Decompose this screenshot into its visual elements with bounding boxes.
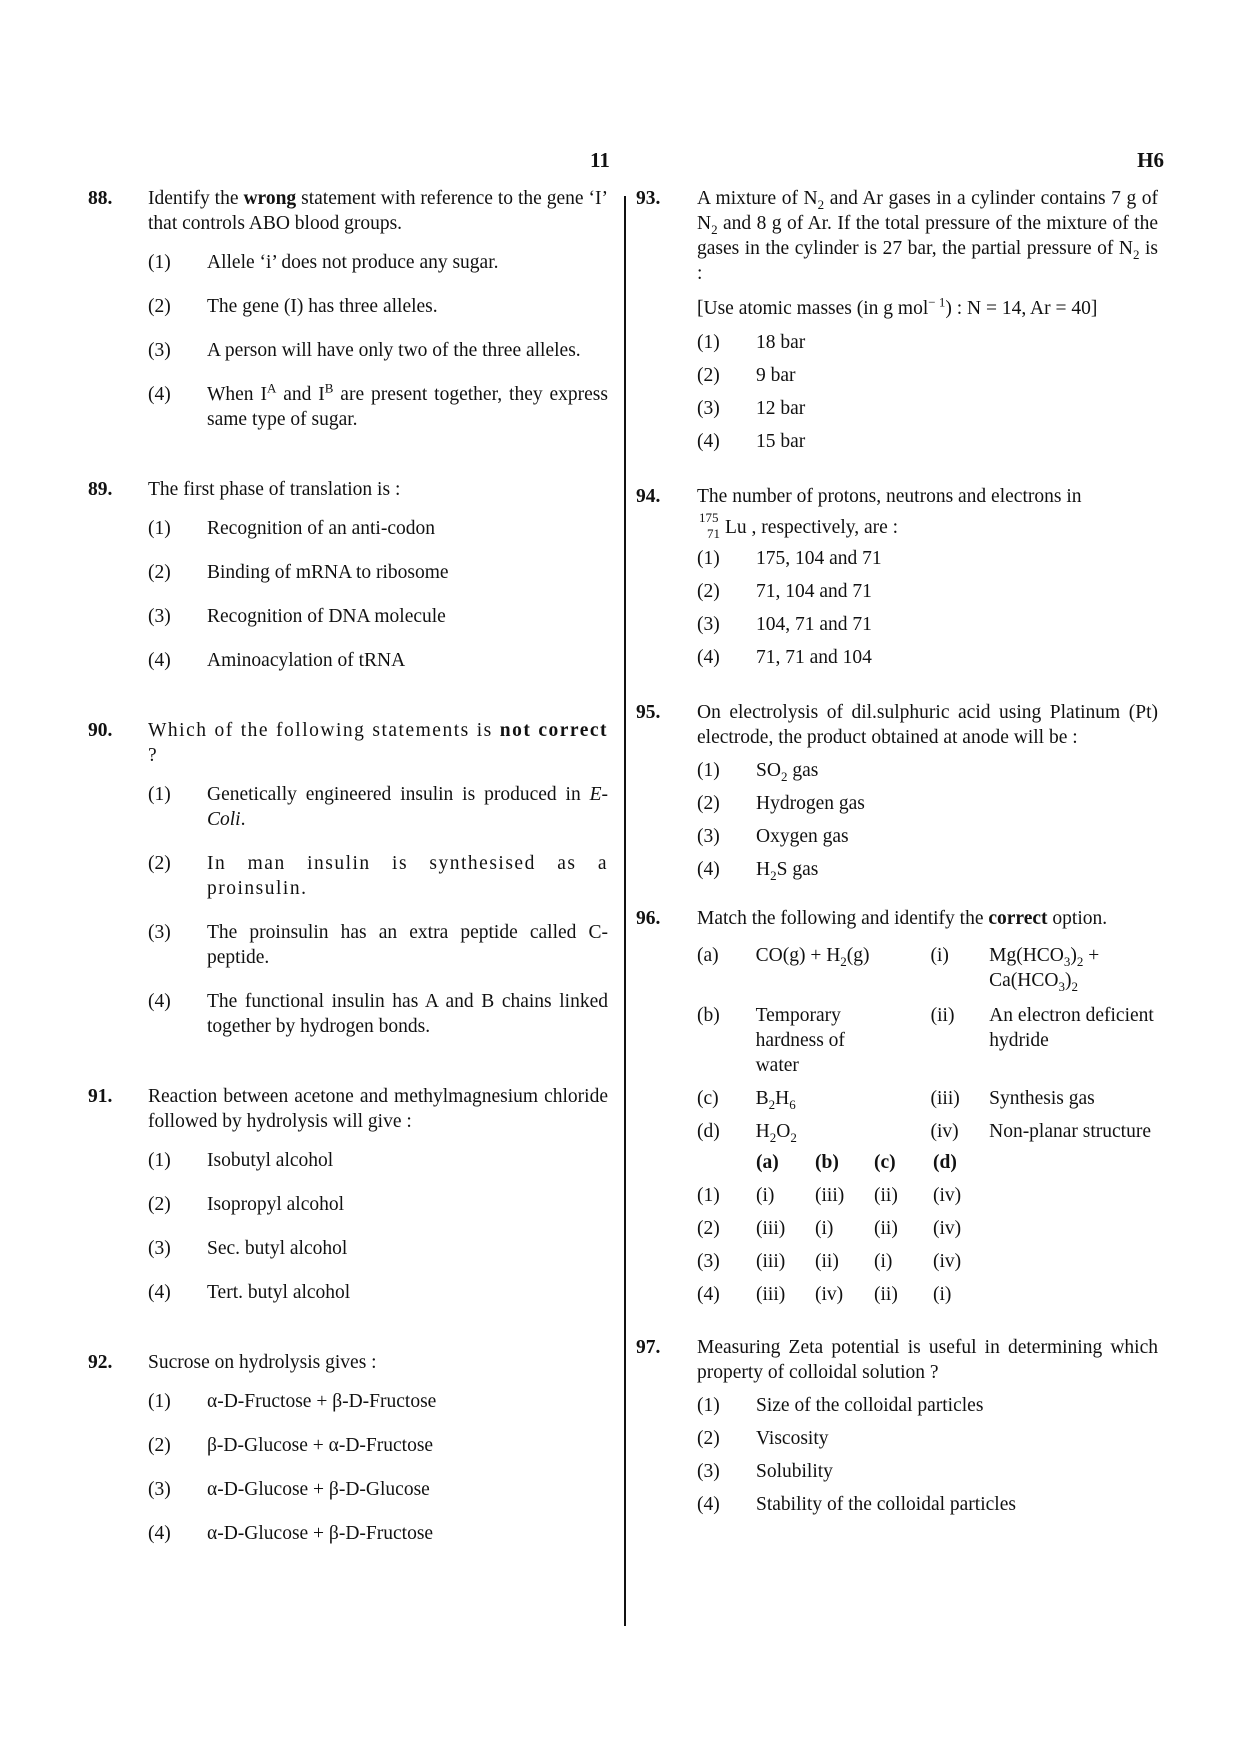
option-4[interactable]: (4) When $I^A$ and $I^B$ are present together, they express same type of sugar. xyxy=(148,380,608,430)
question-90 xyxy=(88,718,608,1039)
option-1[interactable]: (1) α-D-Fructose + β-D-Fructose xyxy=(148,1391,437,1412)
option-2[interactable]: (2) Binding of mRNA to ribosome xyxy=(148,562,449,583)
question-94 xyxy=(636,484,1158,670)
option-3[interactable]: (3) 12 bar xyxy=(697,398,806,419)
option-2[interactable]: (2) Hydrogen gas xyxy=(697,793,865,814)
option-2[interactable]: (2) The gene (I) has three alleles. xyxy=(148,296,438,317)
option-4[interactable]: (4) Tert. butyl alcohol xyxy=(148,1282,351,1303)
lutetium-isotope: 175 71 xyxy=(699,510,720,541)
option-1[interactable]: (1) $SO_2$ gas xyxy=(697,760,819,784)
option-2[interactable]: (2) (iii) (i) (ii) (iv) xyxy=(697,1218,962,1239)
question-text: Sucrose on hydrolysis gives : xyxy=(148,1352,377,1373)
question-text: Match the following and identify the correct option. xyxy=(697,908,1108,929)
question-text: The first phase of translation is : xyxy=(148,479,401,500)
question-text: Measuring Zeta potential is useful in determining which property of colloidal solution ? xyxy=(697,1337,1158,1383)
option-3[interactable]: (3) Recognition of DNA molecule xyxy=(148,606,446,627)
question-number: 88. xyxy=(88,188,113,209)
question-number: 91. xyxy=(88,1086,113,1107)
option-4[interactable]: (4) Stability of the colloidal particles xyxy=(697,1494,1016,1515)
match-row-c: (c) $B_2H_6$ (iii) Synthesis gas xyxy=(697,1088,1095,1112)
left-column xyxy=(88,186,608,1546)
option-4[interactable]: (4) α-D-Glucose + β-D-Fructose xyxy=(148,1523,434,1544)
question-number: 94. xyxy=(636,486,661,507)
option-3[interactable]: (3) Oxygen gas xyxy=(697,826,849,847)
option-3[interactable]: (3) α-D-Glucose + β-D-Glucose xyxy=(148,1479,430,1500)
option-1[interactable]: (1) Size of the colloidal particles xyxy=(697,1395,984,1416)
question-96 xyxy=(636,906,1158,1315)
option-4[interactable]: (4) The functional insulin has A and B chains linked together by hydrogen bonds. xyxy=(148,991,608,1037)
match-row-d: (d) $H_2O_2$ (iv) Non-planar structure xyxy=(697,1121,1152,1145)
right-column xyxy=(636,186,1158,1517)
option-3[interactable]: (3) (iii) (ii) (i) (iv) xyxy=(697,1251,962,1272)
option-2[interactable]: (2) 9 bar xyxy=(697,365,796,386)
question-93 xyxy=(636,186,1158,454)
option-4[interactable]: (4) $H_2S$ gas xyxy=(697,859,819,883)
question-89 xyxy=(88,477,608,673)
page-number: 11 xyxy=(590,148,610,172)
option-3[interactable]: (3) A person will have only two of the three alleles. xyxy=(148,340,581,361)
question-95 xyxy=(636,700,1158,882)
column-divider xyxy=(624,196,626,1626)
question-text: Which of the following statements is not correct ? xyxy=(148,720,608,766)
option-4[interactable]: (4) (iii) (iv) (ii) (i) xyxy=(697,1284,952,1305)
option-4[interactable]: (4) 71, 71 and 104 xyxy=(697,647,872,668)
option-3[interactable]: (3) 104, 71 and 71 xyxy=(697,614,872,635)
option-1[interactable]: (1) Recognition of an anti-codon xyxy=(148,518,435,539)
atomic-mass-note: [Use atomic masses (in g mol$^{- 1}$) : N = 14, Ar = 40] xyxy=(697,294,1098,319)
option-3[interactable]: (3) Solubility xyxy=(697,1461,833,1482)
question-number: 93. xyxy=(636,188,661,209)
question-text: Reaction between acetone and methylmagnesium chloride followed by hydrolysis will give : xyxy=(148,1086,608,1132)
match-row-a: (a) $CO(g) + H_2(g)$ (i) $Mg(HCO_3)_2$ + $Ca(HCO_3)_2$ xyxy=(697,945,1100,994)
paper-code: H6 xyxy=(1137,148,1164,172)
question-text: Identify the wrong statement with reference to the gene ‘I’ that controls ABO blood groups. xyxy=(148,188,608,234)
question-97 xyxy=(636,1335,1158,1517)
option-2[interactable]: (2) Viscosity xyxy=(697,1428,829,1449)
option-4[interactable]: (4) Aminoacylation of tRNA xyxy=(148,650,406,671)
question-text: The number of protons, neutrons and electrons in 175 71 Lu , respectively, are : xyxy=(697,486,1082,541)
option-1[interactable]: (1) Genetically engineered insulin is produced in E-Coli. xyxy=(148,784,608,830)
question-text: On electrolysis of dil.sulphuric acid using Platinum (Pt) electrode, the product obtained at anode will be : xyxy=(697,702,1158,748)
question-88 xyxy=(88,186,608,432)
question-91 xyxy=(88,1084,608,1305)
option-1[interactable]: (1) Isobutyl alcohol xyxy=(148,1150,334,1171)
answer-table xyxy=(697,1150,1158,1315)
option-2[interactable]: (2) 71, 104 and 71 xyxy=(697,581,872,602)
question-number: 90. xyxy=(88,720,113,741)
answer-header: (a) (b) (c) (d) xyxy=(756,1152,957,1173)
option-1[interactable]: (1) 18 bar xyxy=(697,332,806,353)
option-3[interactable]: (3) Sec. butyl alcohol xyxy=(148,1238,348,1259)
option-2[interactable]: (2) In man insulin is synthesised as a proinsulin. xyxy=(148,853,608,899)
option-2[interactable]: (2) Isopropyl alcohol xyxy=(148,1194,345,1215)
option-3[interactable]: (3) The proinsulin has an extra peptide called C-peptide. xyxy=(148,922,608,968)
question-text: A mixture of $N_2$ and Ar gases in a cylinder contains 7 g of $N_2$ and 8 g of Ar. If the total pressure of the mixture of the gases in the cylinder is 27 bar, the partial pressure of $N_2$ is : xyxy=(697,188,1159,284)
question-number: 92. xyxy=(88,1352,113,1373)
option-1[interactable]: (1) Allele ‘i’ does not produce any sugar. xyxy=(148,252,499,273)
option-2[interactable]: (2) β-D-Glucose + α-D-Fructose xyxy=(148,1435,434,1456)
question-number: 97. xyxy=(636,1337,661,1358)
option-1[interactable]: (1) (i) (iii) (ii) (iv) xyxy=(697,1185,962,1206)
option-1[interactable]: (1) 175, 104 and 71 xyxy=(697,548,882,569)
match-row-b: (b) Temporary hardness of water (ii) An electron deficient hydride xyxy=(697,1005,1154,1076)
option-4[interactable]: (4) 15 bar xyxy=(697,431,806,452)
match-table xyxy=(697,943,1158,1144)
question-92 xyxy=(88,1350,608,1546)
question-number: 89. xyxy=(88,479,113,500)
question-number: 96. xyxy=(636,908,661,929)
question-number: 95. xyxy=(636,702,661,723)
